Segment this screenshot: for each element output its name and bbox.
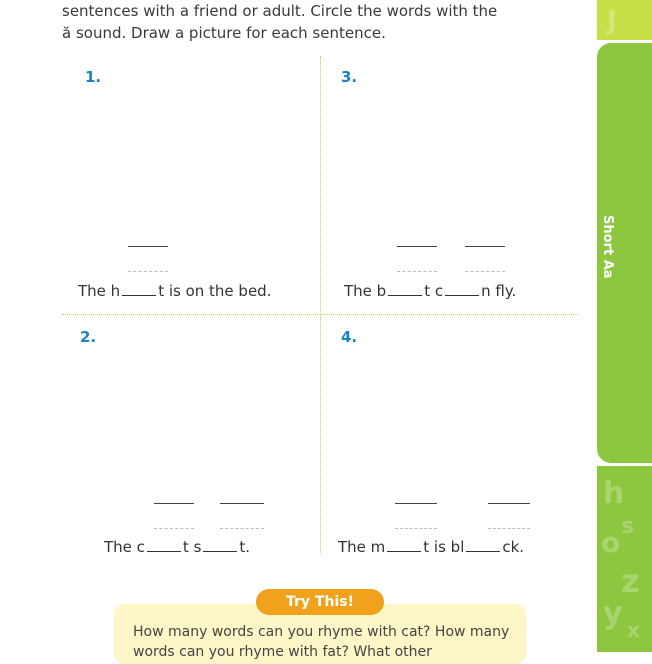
panel-1-part-1: The h (78, 282, 121, 300)
instructions (62, 0, 542, 44)
panel-1-dash-line (128, 271, 168, 272)
section-tab-label: Short Aa (600, 215, 615, 279)
instructions-line-2: ă sound. Draw a picture for each sentence. (62, 24, 386, 42)
try-this-text: How many words can you rhyme with cat? How many words can you rhyme with fat? What other (133, 624, 510, 660)
decorative-letter: J (607, 6, 617, 36)
panel-2-write-line-1 (154, 503, 194, 504)
panel-2-sentence (104, 538, 250, 556)
panel-4-write-line-2 (488, 503, 530, 504)
panel-2-dash-line-1 (154, 528, 194, 529)
decorative-letter: y (603, 596, 623, 631)
panel-2-blank-1[interactable] (147, 539, 181, 552)
panel-3-part-3: n fly. (481, 282, 517, 300)
instructions-line-1: sentences with a friend or adult. Circle the words with the (62, 2, 498, 20)
panel-2-write-line-2 (220, 503, 264, 504)
panel-4-dash-line-2 (488, 528, 530, 529)
panel-3-blank-2[interactable] (445, 283, 479, 296)
panel-2-part-1: The c (104, 538, 145, 556)
decorative-letter: h (603, 476, 625, 511)
decorative-letter: x (627, 618, 640, 642)
panel-4-blank-2[interactable] (466, 539, 500, 552)
panel-4-dash-line-1 (395, 528, 437, 529)
panel-3-blank-1[interactable] (388, 283, 422, 296)
panel-2-part-2: t s (182, 538, 202, 556)
panel-2-part-3: t. (239, 538, 251, 556)
side-strip-top (597, 0, 652, 40)
panel-2-dash-line-2 (220, 528, 264, 529)
try-this-label: Try This! (256, 589, 384, 615)
panel-3-write-line-2 (465, 246, 505, 247)
panel-2-blank-2[interactable] (203, 539, 237, 552)
decorative-letter: o (601, 526, 621, 559)
panel-3-number: 3. (341, 68, 358, 86)
panel-1-sentence (78, 282, 271, 300)
panel-4-part-2: t is bl (423, 538, 465, 556)
panel-1-number: 1. (85, 68, 102, 86)
panel-3-part-1: The b (344, 282, 387, 300)
decorative-letter: z (621, 562, 640, 600)
panel-3-dash-line-1 (397, 271, 437, 272)
panel-3-write-line-1 (397, 246, 437, 247)
panel-2-number: 2. (80, 328, 97, 346)
side-strip-bottom (597, 466, 652, 652)
panel-4-blank-1[interactable] (387, 539, 421, 552)
panel-4-number: 4. (341, 328, 358, 346)
grid-divider-horizontal (62, 314, 578, 315)
panel-4-part-3: ck. (502, 538, 525, 556)
panel-4-sentence (338, 538, 524, 556)
panel-4-write-line-1 (395, 503, 437, 504)
panel-4-part-1: The m (338, 538, 386, 556)
grid-divider-vertical (320, 56, 321, 554)
panel-1-part-2: t is on the bed. (158, 282, 272, 300)
panel-1-blank-1[interactable] (122, 283, 156, 296)
decorative-letter: s (621, 514, 635, 539)
panel-3-part-2: t c (424, 282, 444, 300)
panel-3-dash-line-2 (465, 271, 505, 272)
drawing-grid (62, 56, 578, 554)
panel-1-write-line (128, 246, 168, 247)
panel-3-sentence (344, 282, 516, 300)
